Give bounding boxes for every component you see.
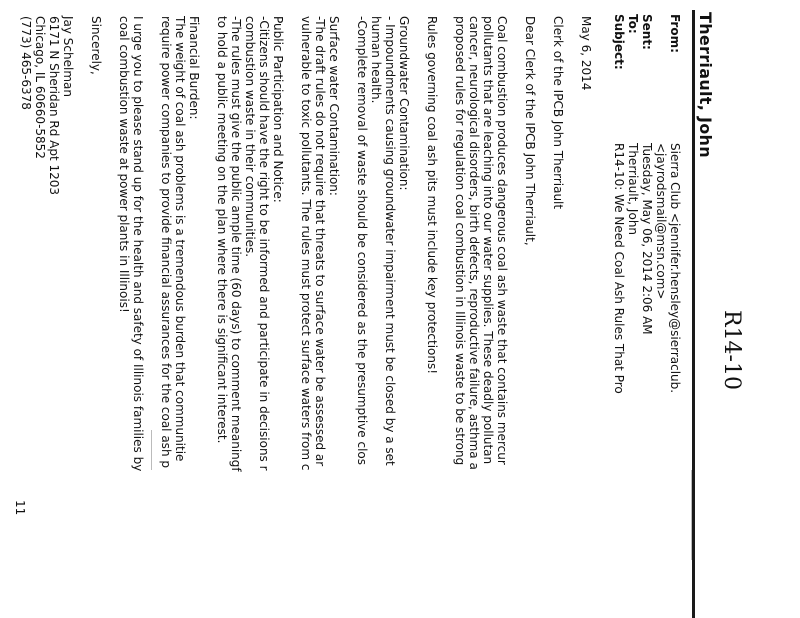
scan-blemish	[691, 470, 692, 560]
from-label: From:	[668, 14, 682, 53]
participation-heading: Public Participation and Notice:	[271, 16, 285, 203]
financial-heading: Financial Burden:	[187, 16, 201, 120]
groundwater-heading: Groundwater Contamination:	[397, 16, 411, 191]
participation-line: -Citizens should have the right to be informed and participate in decisions r	[257, 16, 271, 471]
sent-label: Sent:	[640, 14, 654, 50]
financial-line: require power companies to provide financial assurances for the coal ash p	[159, 16, 173, 468]
participation-line: to hold a public meeting on the plan where there is significant interest.	[215, 16, 229, 444]
subject-label: Subject:	[612, 14, 626, 70]
page-number: 11	[13, 500, 27, 516]
key-protections-line: Rules governing coal ash pits must include key protections!	[425, 16, 439, 375]
from-value-line-1: Sierra Club <jennifer.hensley@sierraclub.	[668, 143, 682, 394]
signature-phone: (773) 465-6378	[19, 16, 33, 110]
urge-line: I urge you to please stand up for the health and safety of Illinois families by	[131, 16, 145, 472]
sent-value: Tuesday, May 06, 2014 2:06 AM	[640, 143, 654, 335]
sender-name: Therriault, John	[696, 12, 715, 158]
groundwater-line: -Complete removal of waste should be considered as the presumptive clos	[355, 16, 369, 465]
closing-line: Sincerely,	[89, 16, 103, 75]
salutation-line: Dear Clerk of the IPCB John Therriault,	[523, 16, 537, 246]
participation-line: combustion waste in their communities.	[243, 16, 257, 258]
groundwater-line: - Impoundments causing groundwater impairment must be closed by a set	[383, 16, 397, 466]
intro-line: pollutants that are leaching into our water supplies. These deadly pollutan	[481, 16, 495, 465]
docket-stamp: R14-10	[719, 310, 744, 390]
signature-city: Chicago, IL 60660-5852	[33, 16, 47, 159]
financial-line: The weight of coal ash problems is a tremendous burden that communitie	[173, 16, 187, 462]
greeting-line: Clerk of the IPCB John Therriault	[551, 16, 565, 210]
groundwater-line: human health.	[369, 16, 383, 104]
surface-water-line: vulnerable to toxic pollutants. The rules must protect surface waters from c	[299, 16, 313, 471]
to-value: Therriault, John	[626, 143, 640, 236]
urge-line: coal combustion waste at power plants in Illinois!	[117, 16, 131, 313]
surface-water-heading: Surface water Contamination:	[327, 16, 341, 196]
participation-line: -The rules must give the public ample time (60 days) to comment meaningf	[229, 16, 243, 472]
header-divider	[692, 10, 695, 618]
intro-line: cancer, neurological disorders, birth defects, reproductive failure, asthma a	[467, 16, 481, 470]
letter-date: May 6, 2014	[579, 16, 593, 91]
signature-name: Jay Schelman	[61, 16, 75, 97]
to-label: To:	[626, 14, 640, 34]
scan-blemish	[151, 430, 152, 470]
subject-value: R14-10: We Need Coal Ash Rules That Pro	[612, 143, 626, 394]
surface-water-line: -The draft rules do not require that threats to surface water be assessed ar	[313, 16, 327, 467]
from-value-line-2: <jayrodsmail@msn.com>	[654, 143, 668, 300]
intro-line: proposed rules for regulation coal combustion in Illinois waste to be strong	[453, 16, 467, 466]
intro-line: Coal combustion produces dangerous coal ash waste that contains mercur	[495, 16, 509, 465]
signature-address: 6171 N Sheridan Rd Apt 1203	[47, 16, 61, 196]
